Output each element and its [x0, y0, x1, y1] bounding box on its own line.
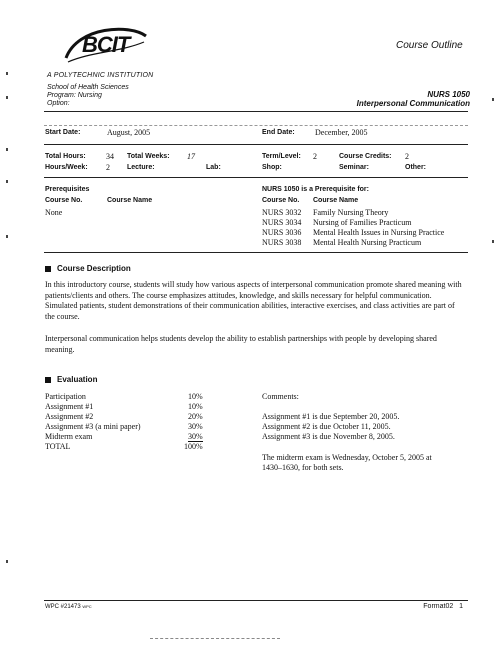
course-description-paragraph: In this introductory course, students will study how various aspects of interpersonal communication promote shared meaning with patients/clients and others. The course emphasizes attitudes, knowledge, and skills necessary for helpful communication. Simulated patients, student demonstrations of their communication abilities, interactive exercises, and class activities are part of the course.: [45, 280, 462, 321]
midterm-note-line-1: The midterm exam is Wednesday, October 5, 2005 at: [262, 453, 432, 462]
evaluation-weight: 20%: [188, 412, 203, 421]
total-weeks-value: 17: [187, 152, 195, 161]
evaluation-title: Evaluation: [57, 375, 98, 384]
total-hours-value: 34: [106, 152, 114, 161]
term-level-label: Term/Level:: [262, 153, 301, 160]
course-description-title: Course Description: [57, 264, 131, 273]
logo-wordmark: BCIT: [82, 32, 130, 57]
program-label: Program:: [47, 92, 76, 99]
margin-tick: [6, 560, 8, 563]
comment-line: Assignment #3 is due November 8, 2005.: [262, 432, 395, 441]
course-code: NURS 1050: [427, 90, 470, 99]
footer-doc-suffix: WPC: [82, 604, 92, 609]
shop-label: Shop:: [262, 164, 282, 171]
option-label: Option:: [47, 100, 70, 107]
footer-format: [423, 603, 463, 610]
course-description-heading: [45, 264, 131, 273]
prereq-for-name: Family Nursing Theory: [313, 208, 389, 217]
bullet-square-icon: [45, 377, 51, 383]
bullet-square-icon: [45, 266, 51, 272]
prereq-for-no: NURS 3032: [262, 208, 302, 217]
evaluation-total-label: TOTAL: [45, 442, 71, 451]
footer-doc-id: [45, 604, 92, 610]
evaluation-item: Assignment #1: [45, 402, 94, 411]
hours-week-value: 2: [106, 163, 110, 172]
prereq-none: None: [45, 208, 63, 217]
end-date-label: End Date:: [262, 129, 295, 136]
evaluation-item: Assignment #2: [45, 412, 94, 421]
margin-tick: [6, 235, 8, 238]
logo-tagline: A POLYTECHNIC INSTITUTION: [47, 72, 154, 79]
other-label: Other:: [405, 164, 426, 171]
term-level-value: 2: [313, 152, 317, 161]
evaluation-item: Midterm exam: [45, 432, 93, 441]
course-credits-value: 2: [405, 152, 409, 161]
prereq-col-course-no: Course No.: [45, 197, 83, 204]
prereq-col-course-name: Course Name: [107, 197, 153, 204]
evaluation-total-value: 100%: [184, 442, 203, 451]
seminar-label: Seminar:: [339, 164, 369, 171]
lab-label: Lab:: [206, 164, 221, 171]
comments-label: Comments:: [262, 392, 299, 401]
start-date-label: Start Date:: [45, 129, 81, 136]
margin-tick: [6, 180, 8, 183]
prereq-for-name: Nursing of Families Practicum: [313, 218, 412, 227]
dates-rule: [44, 144, 468, 145]
margin-tick: [6, 72, 8, 75]
evaluation-weight: 30%: [188, 422, 203, 431]
evaluation-item: Assignment #3 (a mini paper): [45, 422, 141, 431]
program-line: [47, 92, 102, 99]
prereq-for-no: NURS 3038: [262, 238, 302, 247]
total-hours-label: Total Hours:: [45, 153, 86, 160]
start-date-value: August, 2005: [107, 128, 151, 137]
page-number: 1: [459, 603, 463, 610]
evaluation-weight: 10%: [188, 392, 203, 401]
prerequisites-heading: Prerequisites: [45, 186, 90, 193]
prereq-rule: [44, 252, 468, 253]
comment-line: Assignment #1 is due September 20, 2005.: [262, 412, 400, 421]
scan-dash-rule: [44, 125, 468, 126]
lecture-label: Lecture:: [127, 164, 155, 171]
bcit-logo: [60, 22, 152, 66]
scan-dash-rule: [150, 638, 280, 639]
header-rule: [44, 111, 468, 112]
midterm-note-line-2: 1430–1630, for both sets.: [262, 463, 344, 472]
evaluation-item: Participation: [45, 392, 86, 401]
evaluation-weight: 30%: [188, 432, 203, 441]
margin-tick: [492, 240, 494, 243]
course-credits-label: Course Credits:: [339, 153, 392, 160]
prerequisite-for-heading: NURS 1050 is a Prerequisite for:: [262, 186, 369, 193]
prereq-for-col-course-name: Course Name: [313, 197, 359, 204]
margin-tick: [6, 96, 8, 99]
footer-rule: [44, 600, 468, 601]
prereq-for-name: Mental Health Nursing Practicum: [313, 238, 422, 247]
total-weeks-label: Total Weeks:: [127, 153, 170, 160]
school-name: School of Health Sciences: [47, 84, 129, 91]
prereq-for-col-course-no: Course No.: [262, 197, 300, 204]
course-title: Interpersonal Communication: [356, 99, 470, 108]
evaluation-heading: [45, 375, 97, 384]
end-date-value: December, 2005: [315, 128, 368, 137]
margin-tick: [492, 98, 494, 101]
prereq-for-name: Mental Health Issues in Nursing Practice: [313, 228, 445, 237]
footer-doc-number: WPC #21473: [45, 604, 81, 610]
prereq-for-no: NURS 3036: [262, 228, 302, 237]
margin-tick: [6, 148, 8, 151]
program-value: Nursing: [77, 92, 102, 99]
doc-type: Course Outline: [396, 40, 463, 51]
hours-rule: [44, 177, 468, 178]
hours-week-label: Hours/Week:: [45, 164, 88, 171]
footer-format-label: Format02: [423, 603, 454, 610]
comment-line: Assignment #2 is due October 11, 2005.: [262, 422, 391, 431]
evaluation-weight: 10%: [188, 402, 203, 411]
prereq-for-no: NURS 3034: [262, 218, 302, 227]
course-description-paragraph-2: Interpersonal communication helps students develop the ability to establish partnerships with people by developing shared meaning.: [45, 334, 437, 354]
